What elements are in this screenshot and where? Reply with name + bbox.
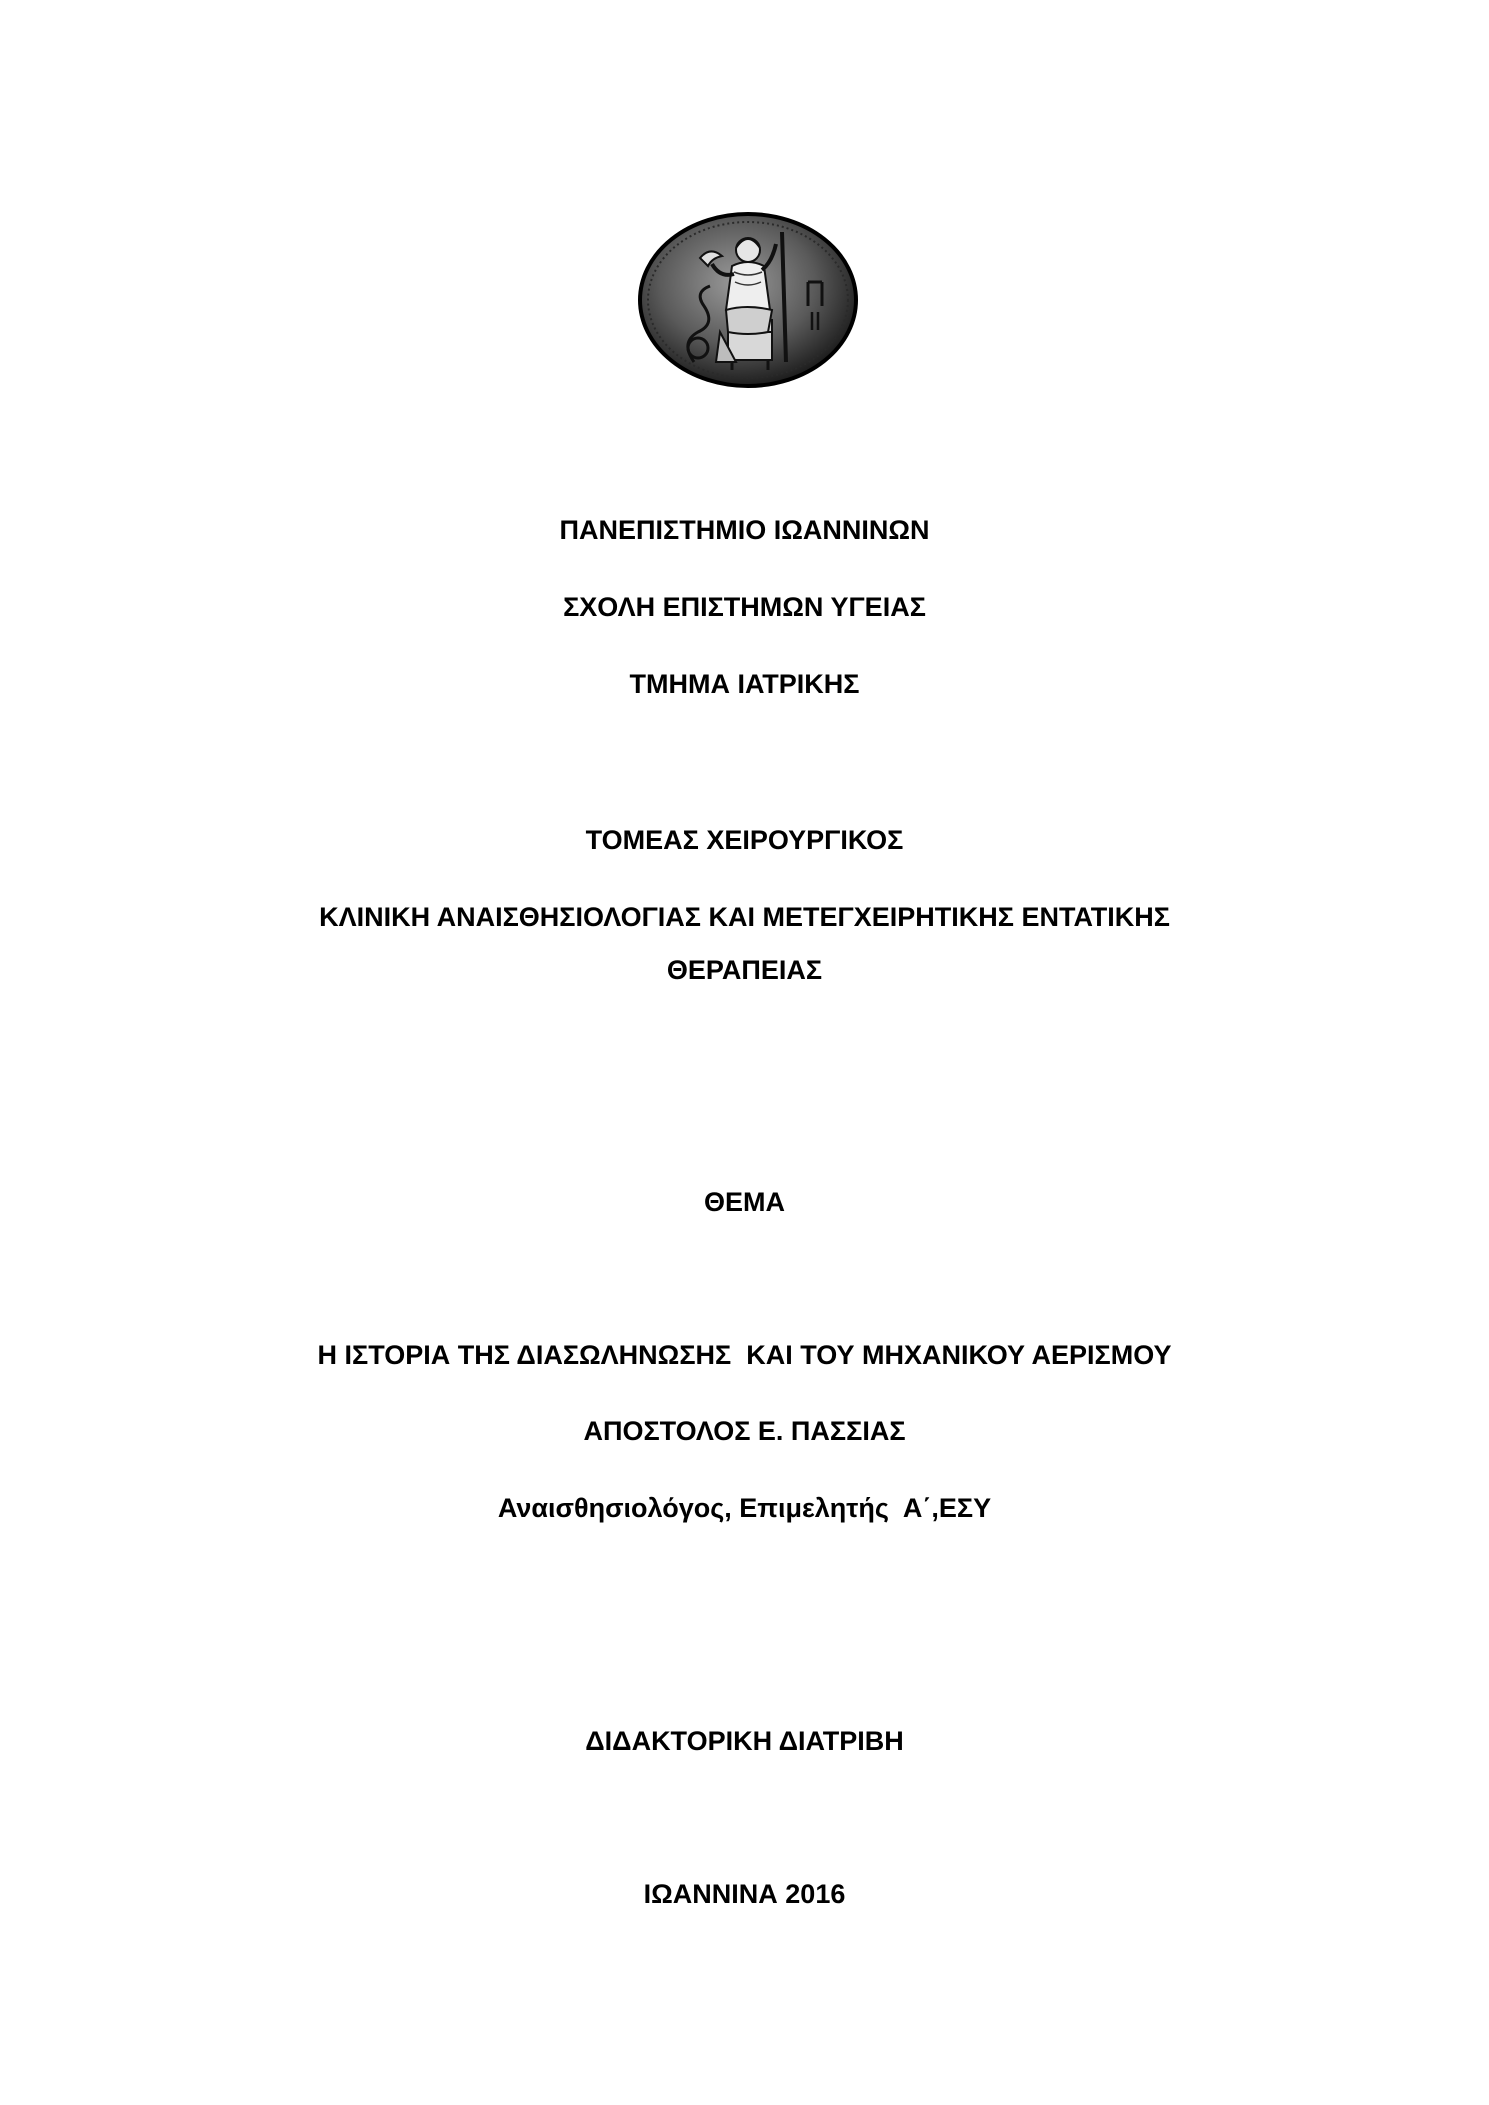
sector-name: ΤΟΜΕΑΣ ΧΕΙΡΟΥΡΓΙΚΟΣ [585, 825, 904, 855]
thesis-type: ΔΙΔΑΚΤΟΡΙΚΗ ΔΙΑΤΡΙΒΗ [585, 1726, 904, 1756]
university-name: ΠΑΝΕΠΙΣΤΗΜΙΟ ΙΩΑΝΝΙΝΩΝ [559, 515, 930, 545]
clinic-name-line2: ΘΕΡΑΠΕΙΑΣ [666, 955, 823, 985]
place-year: ΙΩΑΝΝΙΝΑ 2016 [643, 1879, 846, 1909]
school-name: ΣΧΟΛΗ ΕΠΙΣΤΗΜΩΝ ΥΓΕΙΑΣ [563, 592, 926, 622]
topic-label: ΘΕΜΑ [704, 1187, 785, 1217]
thesis-title: Η ΙΣΤΟΡΙΑ ΤΗΣ ΔΙΑΣΩΛΗΝΩΣΗΣ ΚΑΙ ΤΟΥ ΜΗΧΑΝΙΚΟΥ ΑΕΡΙΣΜΟΥ [317, 1340, 1172, 1370]
author-name: ΑΠΟΣΤΟΛΟΣ Ε. ΠΑΣΣΙΑΣ [583, 1416, 906, 1446]
author-role: Αναισθησιολόγος, Επιμελητής Α΄,ΕΣΥ [497, 1493, 992, 1523]
department-name: ΤΜΗΜΑ ΙΑΤΡΙΚΗΣ [629, 669, 860, 699]
university-seal-icon [636, 212, 860, 388]
clinic-name-line1: ΚΛΙΝΙΚΗ ΑΝΑΙΣΘΗΣΙΟΛΟΓΙΑΣ ΚΑΙ ΜΕΤΕΓΧΕΙΡΗΤΙΚΗΣ ΕΝΤΑΤΙΚΗΣ [319, 902, 1170, 932]
